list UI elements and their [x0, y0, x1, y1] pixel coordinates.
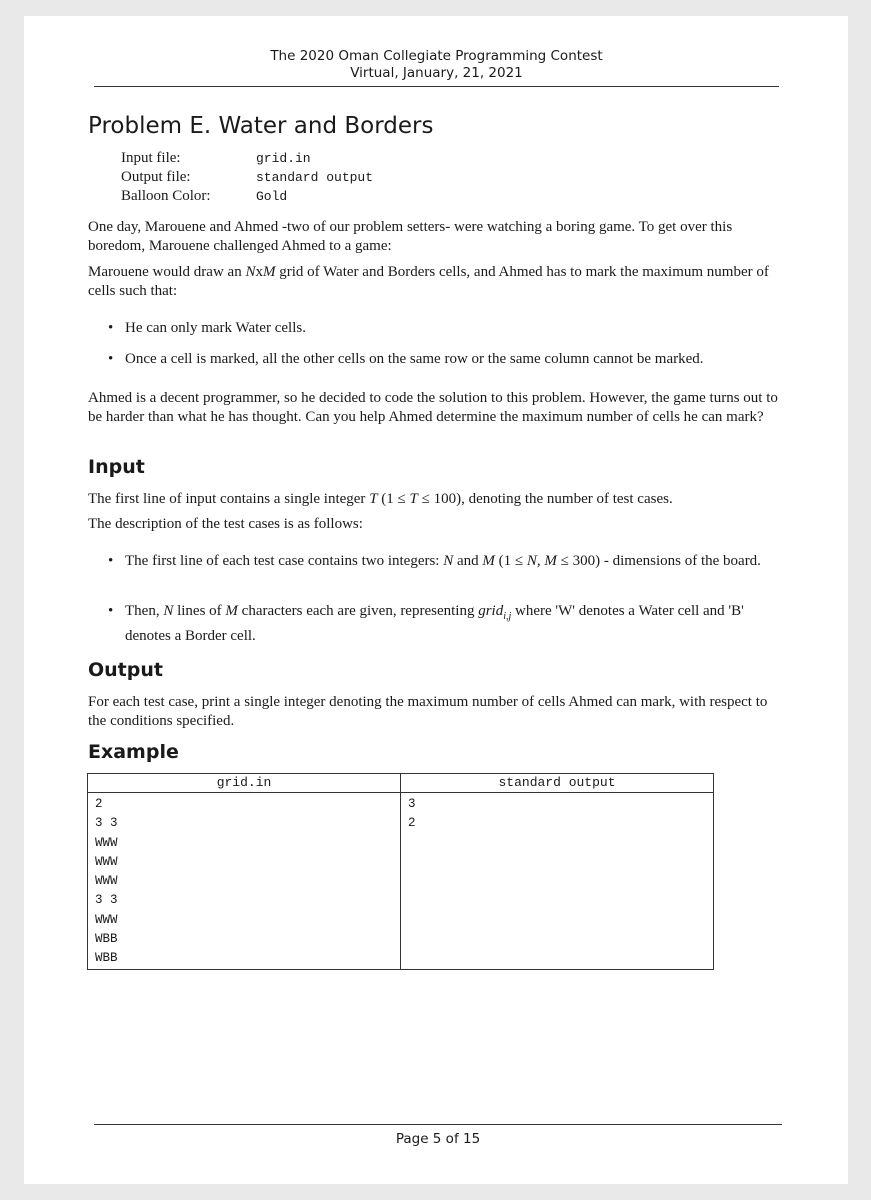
example-heading: Example	[88, 741, 179, 763]
list-item: • Then, N lines of M characters each are given, representing grid$_{i,j}$ where 'W' denotes a Water cell and 'B' denotes a Border cell.	[108, 603, 744, 644]
output-file-value: standard output	[256, 170, 374, 185]
input-file-label: Input file:	[121, 150, 181, 166]
input-heading: Input	[88, 456, 145, 478]
statement-paragraph-3: Ahmed is a decent programmer, so he decided to code the solution to this problem. However, the game turns out to be harder than what he has thought. Can you help Ahmed determine the maximum number of cells he can mark?	[88, 390, 778, 425]
output-heading: Output	[88, 659, 163, 681]
example-line: 3 3	[95, 816, 118, 831]
list-item: • He can only mark Water cells.	[108, 320, 306, 336]
output-file-label: Output file:	[121, 169, 191, 185]
contest-date: Virtual, January, 21, 2021	[350, 65, 523, 81]
example-line: 2	[95, 797, 103, 811]
page-number: Page 5 of 15	[395, 1131, 481, 1147]
balloon-color-value: Gold	[256, 189, 288, 204]
statement-paragraph-2: Marouene would draw an NxM grid of Water and Borders cells, and Ahmed has to mark the maximum number of cells such that:	[88, 264, 769, 299]
rules-list-2	[108, 350, 778, 369]
problem-meta	[121, 149, 373, 206]
contest-name: The 2020 Oman Collegiate Programming Contest	[270, 48, 603, 64]
example-input-header: grid.in	[88, 774, 400, 793]
balloon-color-label: Balloon Color:	[121, 188, 211, 204]
example-output-header: standard output	[401, 774, 713, 793]
example-line: WWW	[95, 835, 118, 850]
input-paragraph-1: The first line of input contains a single integer T (1 ≤ T ≤ 100), denoting the number of test cases.	[88, 491, 673, 507]
problem-title: Problem E. Water and Borders	[88, 113, 434, 139]
list-item: • Once a cell is marked, all the other cells on the same row or the same column cannot be marked.	[108, 351, 704, 367]
output-paragraph: For each test case, print a single integer denoting the maximum number of cells Ahmed can mark, with respect to the conditions specified.	[88, 694, 768, 729]
input-file-value: grid.in	[256, 151, 311, 166]
rules-list	[108, 319, 778, 338]
example-input-lines	[88, 793, 400, 969]
input-paragraph-2: The description of the test cases is as follows:	[88, 516, 363, 532]
statement-paragraph-1: One day, Marouene and Ahmed -two of our problem setters- were watching a boring game. To get over this boredom, Marouene challenged Ahmed to a game:	[88, 219, 733, 254]
footer-divider	[94, 1124, 782, 1125]
header-divider	[94, 86, 779, 87]
page-header	[94, 48, 779, 82]
example-output-column	[401, 774, 713, 969]
example-line: 3 3	[95, 893, 118, 908]
example-input-column	[88, 774, 401, 969]
example-line: WWW	[95, 912, 118, 927]
example-line: WWW	[95, 874, 118, 889]
example-line: WBB	[95, 932, 118, 947]
input-list-2	[108, 602, 778, 645]
example-line: WBB	[95, 951, 118, 966]
input-list	[108, 552, 778, 571]
example-output-lines	[401, 793, 713, 834]
list-item: • The first line of each test case contains two integers: N and M (1 ≤ N, M ≤ 300) - dimensions of the board.	[108, 553, 761, 569]
example-line: 3	[408, 797, 416, 811]
document-page	[24, 16, 848, 1184]
example-table	[87, 773, 714, 970]
example-line: 2	[408, 816, 416, 831]
example-line: WWW	[95, 854, 118, 869]
